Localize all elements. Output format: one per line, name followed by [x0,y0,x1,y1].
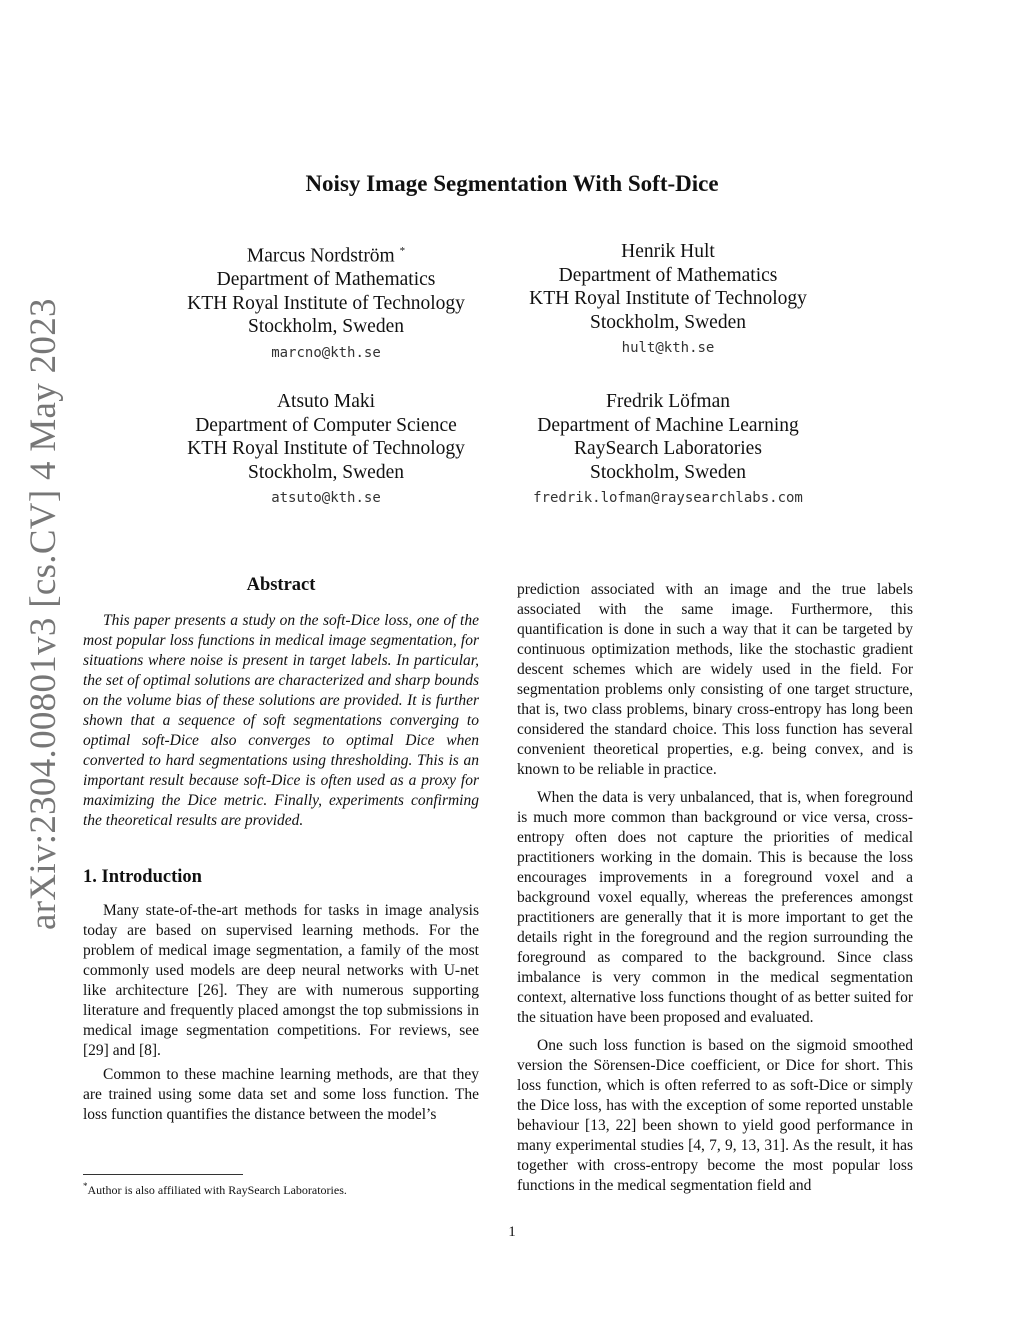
author-email: atsuto@kth.se [271,490,381,506]
abstract-text: This paper presents a study on the soft-Dice loss, one of the most popular loss functions in medical image segmentation, for situations where noise is present in target labels. In particular, the set of optimal solutions are characterized and sharp bounds on the volume bias of these solutions are provided. It is further shown that a sequence of soft segmentations converging to optimal soft-Dice also converges to optimal Dice when converted to hard segmentations using thresholding. This is an important result because soft-Dice is often used as a proxy for maximizing the Dice metric. Finally, experiments confirming the theoretical results are provided. [83,612,479,829]
author-name-line [146,240,506,268]
footnote-mark: * [83,1181,88,1191]
author-location: Stockholm, Sweden [248,461,404,483]
author-location: Stockholm, Sweden [248,316,404,337]
body-paragraph: When the data is very unbalanced, that is, when foreground is much more common than background or vice versa, cross-entropy often does not capture the priorities of medical practitioners working in the domain. This is because the loss encourages improvements in a foreground voxel and a background voxel equally, whereas the preferences amongst practitioners are generally that it is more important to get the details right in the foreground and the region surrounding the foreground as compared to the background. Since class imbalance is very common in the medical segmentation context, alternative loss functions thought of as better suited for the situation have been proposed and evaluated. [517,789,913,1026]
author-institution: RaySearch Laboratories [574,438,762,459]
author-name: Fredrik Löfman [605,391,730,412]
author-name: Henrik Hult [621,241,715,262]
author-institution: KTH Royal Institute of Technology [187,292,465,314]
author-email: marcno@kth.se [271,344,381,361]
author-department: Department of Mathematics [558,264,778,286]
paper-title: Noisy Image Segmentation With Soft-Dice [305,171,719,196]
author-name: Atsuto Maki [276,391,376,412]
author-location: Stockholm, Sweden [590,311,746,333]
author-department: Department of Machine Learning [537,414,799,436]
author-department: Department of Mathematics [216,269,436,290]
footnote-text: Author is also affiliated with RaySearch Laboratories. [87,1183,347,1197]
body-paragraph: One such loss function is based on the sigmoid smoothed version the Sörensen-Dice coefficient, or Dice for short. This loss function, which is often referred to as soft-Dice or simply the Dice loss, has with the exception of some reported unstable behaviour [13, 22] been shown to yield good performance in many experimental studies [4, 7, 9, 13, 31]. As the result, it has together with cross-entropy become the most popular loss functions in the medical segmentation field and [517,1037,913,1194]
footnote [83,1178,347,1198]
author-block [488,240,848,358]
left-column [83,575,479,1129]
footnote-divider [83,1174,243,1175]
author-block [488,390,848,508]
body-paragraph: Common to these machine learning methods, are that they are trained using some data set and some loss function. The loss function quantifies the distance between the model’s [83,1066,479,1123]
author-email: fredrik.lofman@raysearchlabs.com [533,490,803,506]
author-department: Department of Computer Science [195,414,457,436]
page-number: 1 [508,1224,516,1240]
author-block [146,390,506,508]
author-name: Marcus Nordström [246,245,395,267]
body-paragraph: Many state-of-the-art methods for tasks in image analysis today are based on supervised learning methods. For the problem of medical image segmentation, a family of the most commonly used models are deep neural networks with U-net like architecture [26]. They are with numerous supporting literature and frequently placed amongst the top submissions in medical image segmentation competitions. For reviews, see [29] and [8]. [83,902,479,1059]
arxiv-identifier: arXiv:2304.00801v3 [cs.CV] 4 May 2023 [23,298,64,930]
author-location: Stockholm, Sweden [590,461,746,483]
body-paragraph: prediction associated with an image and the true labels associated with the same image. Furthermore, this quantification is done in such a way that it can be targeted by continuous optimization methods, like the stochastic gradient descent schemes which are widely used in the field. For segmentation problems only consisting of one target structure, that is, two class problems, binary cross-entropy has long been considered the standard choice. This loss function has several convenient theoretical properties, e.g. being convex, and is known to be reliable in practice. [517,581,913,778]
author-institution: KTH Royal Institute of Technology [529,288,807,309]
section-heading-introduction: 1. Introduction [83,867,202,887]
right-column [517,580,913,1200]
author-email: hult@kth.se [621,340,715,356]
abstract-heading: Abstract [246,575,316,595]
footnote-mark: * [399,245,406,257]
author-institution: KTH Royal Institute of Technology [187,438,465,459]
author-block [146,240,506,363]
